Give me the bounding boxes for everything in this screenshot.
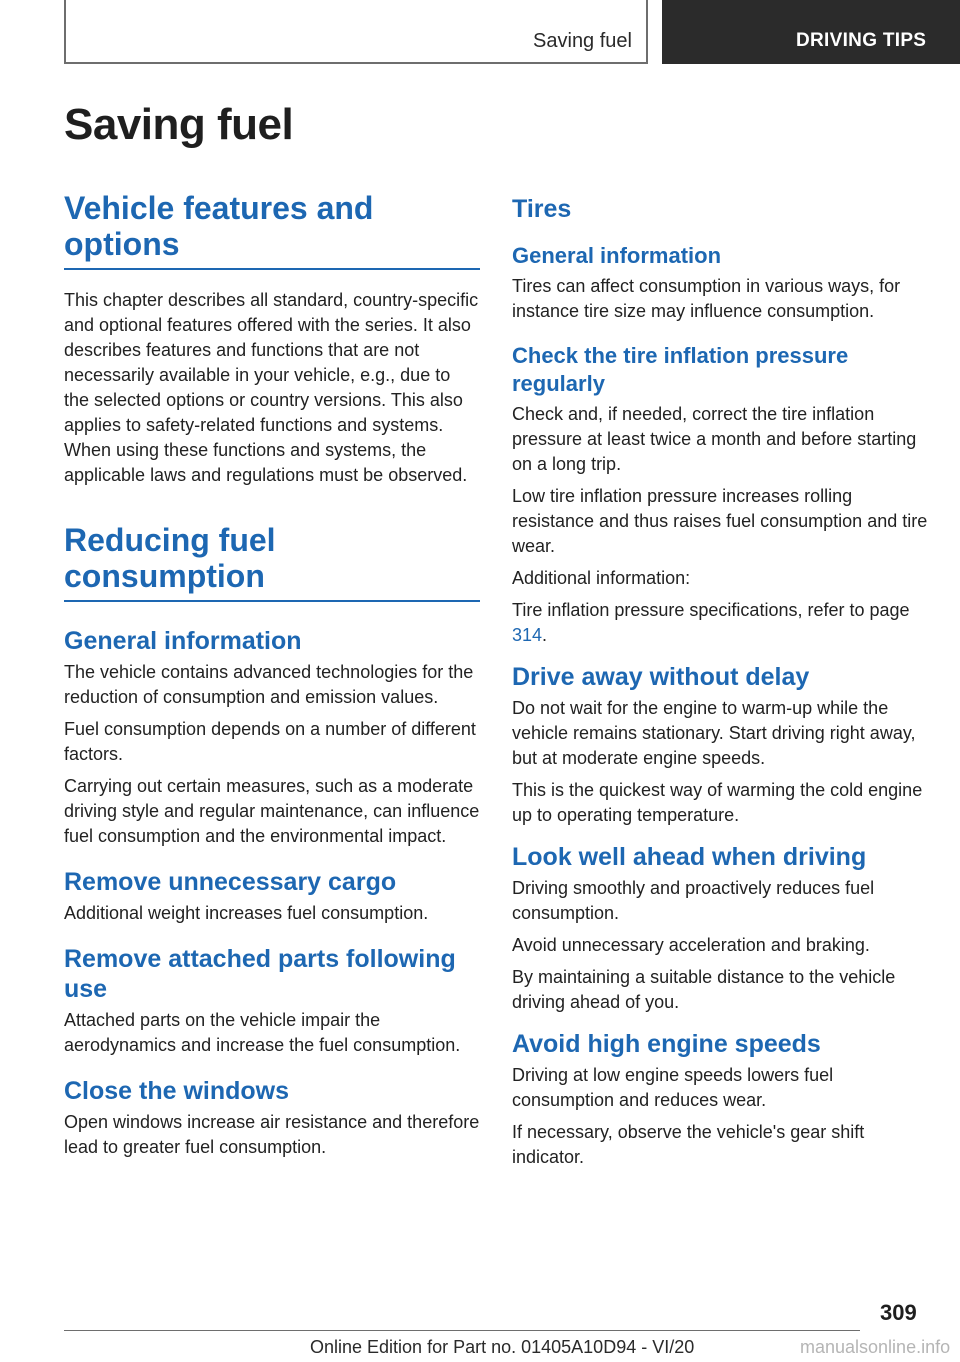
paragraph-check-4-end: . bbox=[542, 625, 548, 645]
heading-tires: Tires bbox=[512, 195, 572, 223]
paragraph-look-ahead-2: Avoid unnecessary acceleration and braking. bbox=[512, 935, 870, 955]
header-chapter-title: DRIVING TIPS bbox=[796, 30, 927, 51]
heading-general-info-left: General information bbox=[64, 627, 302, 655]
paragraph-attached: Attached parts on the vehicle impair the aerodynamics and increase the fuel consumption. bbox=[64, 1010, 461, 1055]
paragraph-cargo: Additional weight increases fuel consumption. bbox=[64, 903, 429, 923]
heading-remove-cargo: Remove unnecessary cargo bbox=[64, 868, 397, 896]
paragraph-windows: Open windows increase air resistance and therefore lead to greater fuel consumption. bbox=[64, 1112, 480, 1157]
paragraph-high-speeds-1: Driving at low engine speeds lowers fuel consumption and reduces wear. bbox=[512, 1065, 834, 1110]
paragraph-tires-general: Tires can affect consumption in various ways, for instance tire size may influence consumption. bbox=[512, 276, 901, 321]
paragraph-drive-away-1: Do not wait for the engine to warm-up while the vehicle remains stationary. Start driving right away, but at moderate engine speeds. bbox=[512, 698, 916, 768]
heading-reducing-fuel: Reducing fuel consumption bbox=[64, 522, 480, 602]
heading-high-speeds: Avoid high engine speeds bbox=[512, 1030, 821, 1058]
header-section-box bbox=[64, 0, 648, 64]
paragraph-check-3: Additional information: bbox=[512, 568, 691, 588]
paragraph-look-ahead-3: By maintaining a suitable distance to the vehicle driving ahead of you. bbox=[512, 967, 896, 1012]
heading-remove-attached: Remove attached parts following use bbox=[64, 945, 456, 1003]
paragraph-general-2: Fuel consumption depends on a number of different factors. bbox=[64, 719, 476, 764]
paragraph-high-speeds-2: If necessary, observe the vehicle's gear shift indicator. bbox=[512, 1122, 865, 1167]
heading-look-ahead: Look well ahead when driving bbox=[512, 843, 867, 871]
header-chapter-box bbox=[662, 0, 960, 64]
paragraph-check-4-text: Tire inflation pressure specifications, refer to page bbox=[512, 600, 910, 620]
heading-general-info-right: General information bbox=[512, 243, 722, 268]
paragraph-drive-away-2: This is the quickest way of warming the cold engine up to operating temperature. bbox=[512, 780, 923, 825]
heading-check-pressure: Check the tire inflation pressure regularly bbox=[512, 343, 849, 396]
paragraph-general-1: The vehicle contains advanced technologies for the reduction of consumption and emission values. bbox=[64, 662, 474, 707]
paragraph-check-4 bbox=[512, 598, 928, 648]
header-section-title: Saving fuel bbox=[533, 30, 632, 52]
right-column bbox=[512, 190, 928, 1170]
heading-drive-away: Drive away without delay bbox=[512, 663, 810, 691]
footer-divider bbox=[64, 1330, 860, 1331]
page-title: Saving fuel bbox=[64, 100, 294, 149]
page-reference-link[interactable]: 314 bbox=[512, 625, 543, 645]
paragraph-check-2: Low tire inflation pressure increases rolling resistance and thus raises fuel consumption and tire wear. bbox=[512, 486, 928, 556]
edition-note: Online Edition for Part no. 01405A10D94 - VI/20 bbox=[310, 1337, 695, 1357]
paragraph-vehicle-features: This chapter describes all standard, country-specific and optional features offered with the series. It also describes features and functions that are not necessarily available in your vehicle, e.g., due to the selected options or country versions. This also applies to safety-related functions and systems. When using these functions and systems, the applicable laws and regulations must be observed. bbox=[64, 290, 479, 485]
paragraph-check-1: Check and, if needed, correct the tire inflation pressure at least twice a month and before starting on a long trip. bbox=[512, 404, 917, 474]
paragraph-look-ahead-1: Driving smoothly and proactively reduces fuel consumption. bbox=[512, 878, 875, 923]
heading-vehicle-features: Vehicle features and options bbox=[64, 190, 480, 270]
paragraph-general-3: Carrying out certain measures, such as a moderate driving style and regular maintenance, can influence fuel consumption and the environmental impact. bbox=[64, 776, 480, 846]
left-column bbox=[64, 190, 480, 1160]
page-number: 309 bbox=[880, 1300, 917, 1325]
heading-close-windows: Close the windows bbox=[64, 1077, 290, 1105]
watermark-brand: manualsonline.info bbox=[800, 1337, 951, 1357]
